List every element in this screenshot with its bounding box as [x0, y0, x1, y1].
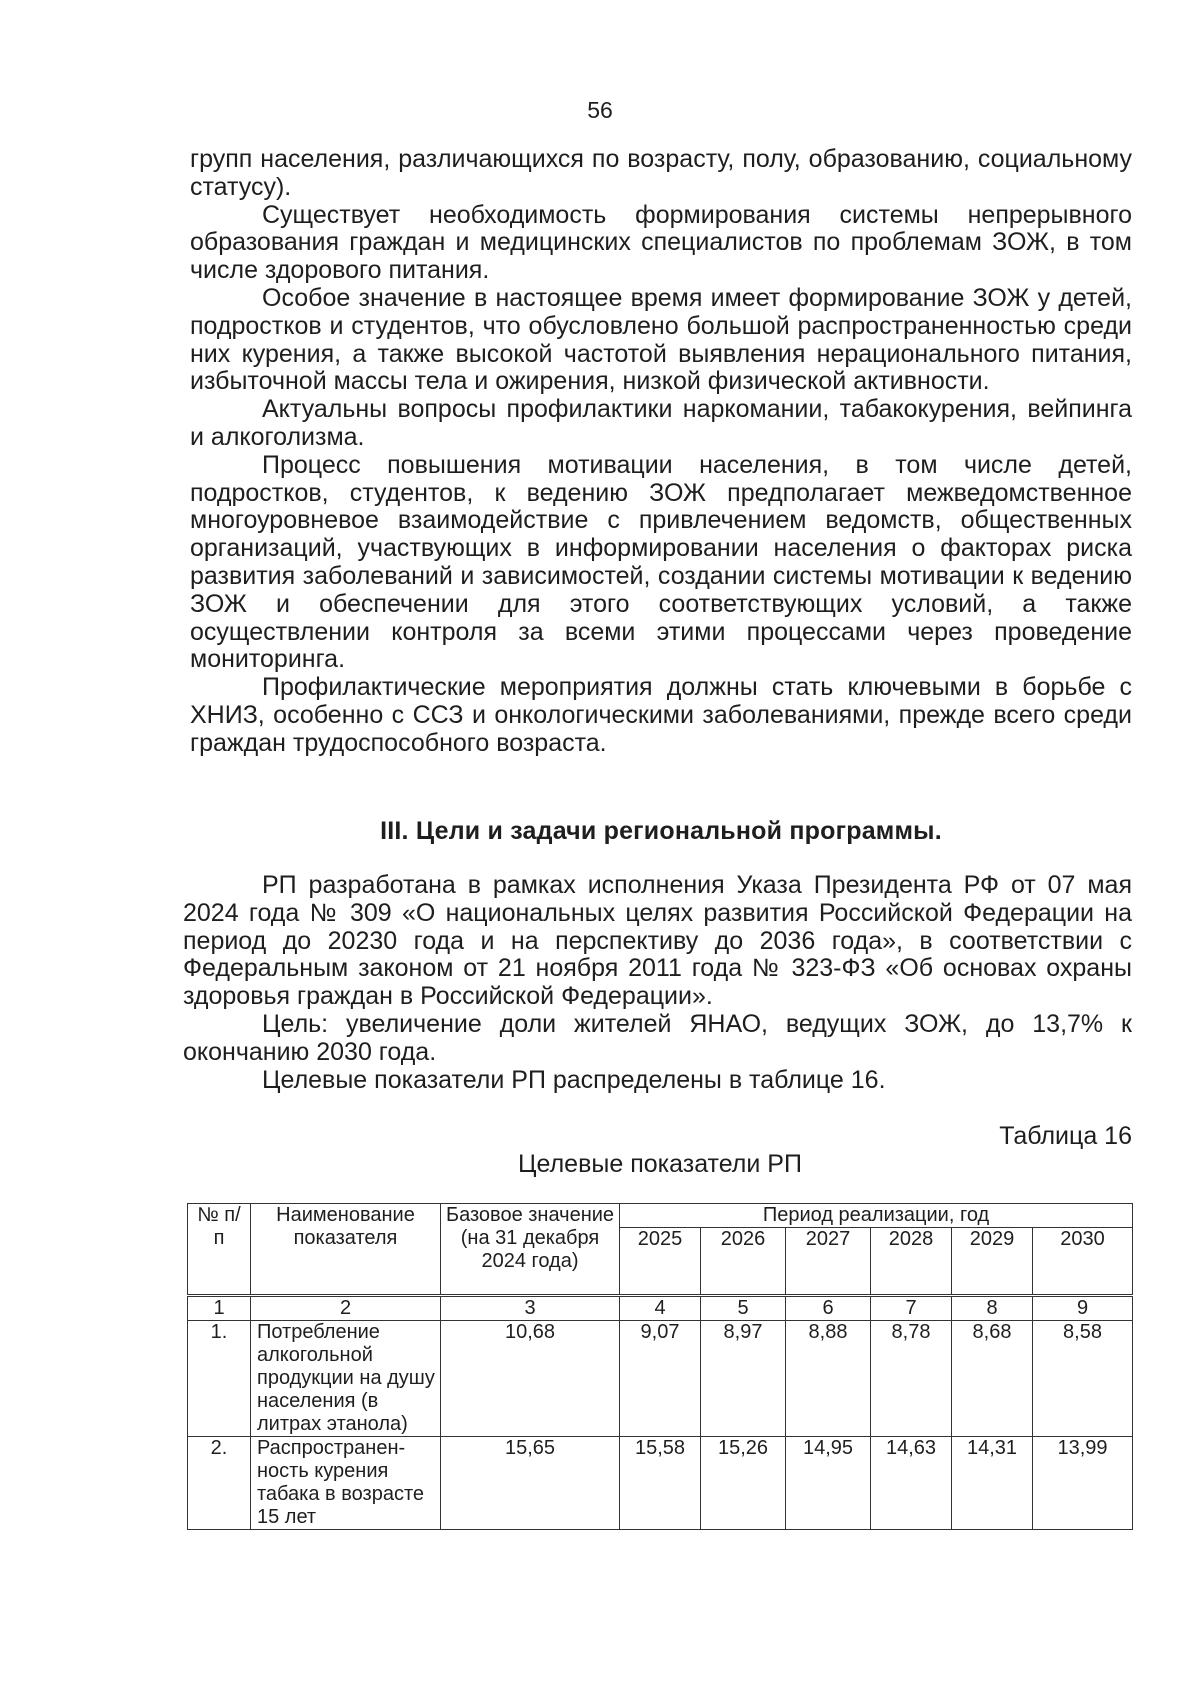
section-body — [183, 872, 1132, 1094]
body-text — [190, 146, 1132, 758]
column-number: 2 — [251, 1296, 441, 1321]
table-label: Таблица 16 — [999, 1122, 1132, 1150]
header-year: 2027 — [786, 1228, 871, 1296]
header-year: 2026 — [701, 1228, 786, 1296]
header-period: Период реализации, год — [620, 1204, 1133, 1228]
paragraph: Актуальны вопросы профилактики наркомании, табакокурения, вейпинга и алкоголизма. — [190, 395, 1132, 451]
header-year: 2025 — [620, 1228, 701, 1296]
column-number-row — [188, 1296, 1133, 1321]
row-value: 14,95 — [786, 1437, 871, 1530]
row-value: 13,99 — [1033, 1437, 1133, 1530]
header-year: 2028 — [871, 1228, 952, 1296]
row-name: Потребление алкогольной продукции на душу населения (в литрах этанола) — [251, 1321, 441, 1437]
header-name: Наименование показателя — [251, 1204, 441, 1296]
row-value: 15,58 — [620, 1437, 701, 1530]
row-value: 8,88 — [786, 1321, 871, 1437]
row-value: 8,78 — [871, 1321, 952, 1437]
column-number: 7 — [871, 1296, 952, 1321]
page-number: 56 — [587, 97, 613, 123]
table-row — [188, 1321, 1133, 1437]
paragraph: Цель: увеличение доли жителей ЯНАО, ведущих ЗОЖ, до 13,7% к окончанию 2030 года. — [183, 1009, 1132, 1066]
table-title: Целевые показатели РП — [518, 1150, 802, 1178]
row-value: 8,97 — [701, 1321, 786, 1437]
header-num: № п/п — [188, 1204, 251, 1296]
section-heading: III. Цели и задачи региональной программы. — [380, 817, 942, 845]
row-base: 10,68 — [441, 1321, 620, 1437]
column-number: 3 — [441, 1296, 620, 1321]
row-num: 1. — [188, 1321, 251, 1437]
row-value: 8,68 — [952, 1321, 1033, 1437]
row-name: Распространен-ность курения табака в возрасте 15 лет — [251, 1437, 441, 1530]
column-number: 1 — [188, 1296, 251, 1321]
indicators-table — [187, 1203, 1133, 1530]
row-value: 14,31 — [952, 1437, 1033, 1530]
paragraph: Существует необходимость формирования системы непрерывного образования граждан и медицинских специалистов по проблемам ЗОЖ, в том числе здорового питания. — [190, 200, 1132, 285]
row-value: 9,07 — [620, 1321, 701, 1437]
column-number: 9 — [1033, 1296, 1133, 1321]
paragraph: Особое значение в настоящее время имеет формирование ЗОЖ у детей, подростков и студентов, что обусловлено большой распространенностью среди них курения, а также высокой частотой выявления нерационального питания, избыточной массы тела и ожирения, низкой физической активности. — [190, 283, 1132, 396]
column-number: 5 — [701, 1296, 786, 1321]
paragraph: Профилактические мероприятия должны стать ключевыми в борьбе с ХНИЗ, особенно с ССЗ и онкологическими заболеваниями, прежде всего среди граждан трудоспособного возраста. — [190, 673, 1132, 757]
row-base: 15,65 — [441, 1437, 620, 1530]
table-row — [188, 1437, 1133, 1530]
column-number: 6 — [786, 1296, 871, 1321]
header-base: Базовое значение (на 31 декабря 2024 года) — [441, 1204, 620, 1296]
row-value: 8,58 — [1033, 1321, 1133, 1437]
header-year: 2029 — [952, 1228, 1033, 1296]
row-value: 15,26 — [701, 1437, 786, 1530]
row-num: 2. — [188, 1437, 251, 1530]
paragraph: групп населения, различающихся по возрасту, полу, образованию, социальному статусу). — [190, 145, 1132, 201]
paragraph: РП разработана в рамках исполнения Указа Президента РФ от 07 мая 2024 года № 309 «О национальных целях развития Российской Федерации на период до 20230 года и на перспективу до 2036 года», в соответствии с Федеральным законом от 21 ноября 2011 года № 323-ФЗ «Об основах охраны здоровья граждан в Российской Федерации». — [183, 871, 1132, 1011]
column-number: 8 — [952, 1296, 1033, 1321]
header-year: 2030 — [1033, 1228, 1133, 1296]
row-value: 14,63 — [871, 1437, 952, 1530]
paragraph: Целевые показатели РП распределены в таблице 16. — [262, 1065, 886, 1094]
table-header-row — [188, 1204, 1133, 1228]
column-number: 4 — [620, 1296, 701, 1321]
paragraph: Процесс повышения мотивации населения, в том числе детей, подростков, студентов, к ведению ЗОЖ предполагает межведомственное многоуровневое взаимодействие с привлечением ведомств, общественных организаций, участвующих в информировании населения о факторах риска развития заболеваний и зависимостей, создании системы мотивации к ведению ЗОЖ и обеспечении для этого соответствующих условий, а также осуществлении контроля за всеми этими процессами через проведение мониторинга. — [190, 450, 1132, 674]
